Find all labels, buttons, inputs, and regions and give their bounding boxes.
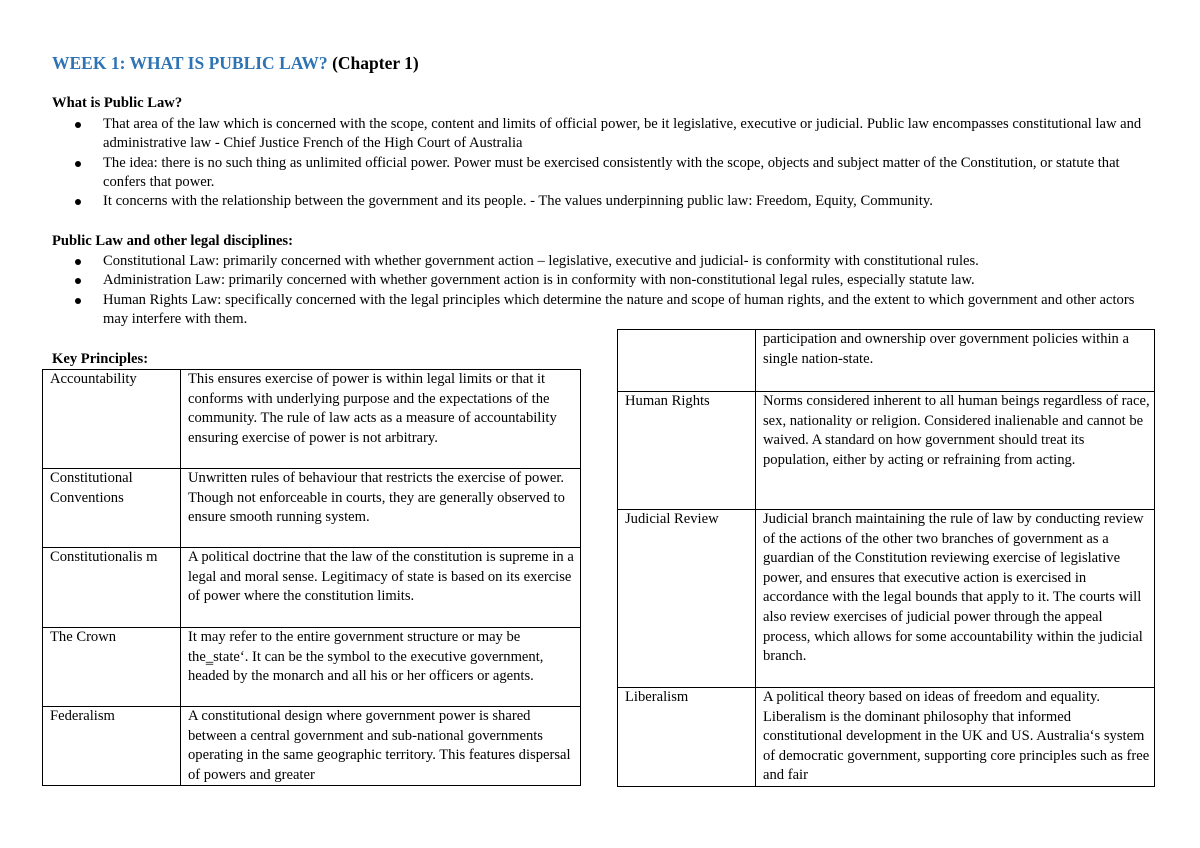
page-title (52, 53, 419, 74)
term-cell: Accountability (43, 370, 181, 469)
term-cell: Federalism (43, 707, 181, 786)
definition-cell: A political theory based on ideas of freedom and equality. Liberalism is the dominant philosophy that informed constitutional development in the UK and US. Australia‘s system of democratic government, supporting core principles such as free and fair (756, 688, 1155, 787)
bullet-list-what-is-public-law (72, 115, 1152, 211)
definition-cell: participation and ownership over government policies within a single nation-state. (756, 330, 1155, 392)
definition-cell: A political doctrine that the law of the constitution is supreme in a legal and moral sense. Legitimacy of state is based on its exercise of power where the constitution limits. (181, 548, 581, 628)
table-row (43, 469, 581, 548)
term-cell: Judicial Review (618, 510, 756, 688)
term-cell: Constitutionalis m (43, 548, 181, 628)
title-sub: (Chapter 1) (332, 53, 419, 73)
term-cell: The Crown (43, 628, 181, 707)
key-principles-table-left (42, 369, 581, 786)
table-row (43, 628, 581, 707)
term-cell: Constitutional Conventions (43, 469, 181, 548)
section-heading-other-disciplines: Public Law and other legal disciplines: (52, 233, 293, 249)
list-item: Human Rights Law: specifically concerned with the legal principles which determine the nature and scope of human rights, and the extent to which government and other actors may interfere with them. (72, 291, 1152, 330)
table-row (618, 688, 1155, 787)
key-principles-table-right (617, 329, 1155, 787)
key-principles-heading: Key Principles: (52, 351, 149, 367)
title-main: WEEK 1: WHAT IS PUBLIC LAW? (52, 53, 328, 73)
table-row (43, 370, 581, 469)
definition-cell: It may refer to the entire government structure or may be the‗state‘. It can be the symbol to the executive government, headed by the monarch and all his or her officers or agents. (181, 628, 581, 707)
bullet-list-other-disciplines (72, 252, 1152, 329)
definition-cell: Judicial branch maintaining the rule of law by conducting review of the actions of the other two branches of government as a guardian of the Constitution reviewing exercise of legislative power, and ensures that executive action is exercised in accordance with the legal bounds that apply to it. The courts will also review exercises of judicial power through the appeal process, which allows for some accountability within the judicial branch. (756, 510, 1155, 688)
list-item: Administration Law: primarily concerned with whether government action is in conformity with non-constitutional legal rules, especially statute law. (72, 271, 1152, 290)
table-row (618, 330, 1155, 392)
table-row (618, 392, 1155, 510)
table-row (43, 548, 581, 628)
table-row (618, 510, 1155, 688)
term-cell (618, 330, 756, 392)
term-cell: Liberalism (618, 688, 756, 787)
section-heading-what-is-public-law: What is Public Law? (52, 95, 183, 111)
definition-cell: A constitutional design where government power is shared between a central government and sub-national governments operating in the same geographic territory. This features dispersal of powers and greater (181, 707, 581, 786)
list-item: Constitutional Law: primarily concerned with whether government action – legislative, executive and judicial- is conformity with constitutional rules. (72, 252, 1152, 271)
term-cell: Human Rights (618, 392, 756, 510)
list-item: That area of the law which is concerned with the scope, content and limits of official power, be it legislative, executive or judicial. Public law encompasses constitutional law and administrative law - Chief Justice French of the High Court of Australia (72, 115, 1152, 154)
definition-cell: Norms considered inherent to all human beings regardless of race, sex, nationality or religion. Considered inalienable and cannot be waived. A standard on how government should treat its population, either by acting or refraining from acting. (756, 392, 1155, 510)
list-item: It concerns with the relationship between the government and its people. - The values underpinning public law: Freedom, Equity, Community. (72, 192, 1152, 211)
table-row (43, 707, 581, 786)
list-item: The idea: there is no such thing as unlimited official power. Power must be exercised consistently with the scope, objects and subject matter of the Constitution, or statute that confers that power. (72, 154, 1152, 193)
definition-cell: This ensures exercise of power is within legal limits or that it conforms with underlying purpose and the expectations of the community. The rule of law acts as a measure of accountability ensuring exercise of power is not arbitrary. (181, 370, 581, 469)
definition-cell: Unwritten rules of behaviour that restricts the exercise of power. Though not enforceable in courts, they are generally observed to ensure smooth running system. (181, 469, 581, 548)
